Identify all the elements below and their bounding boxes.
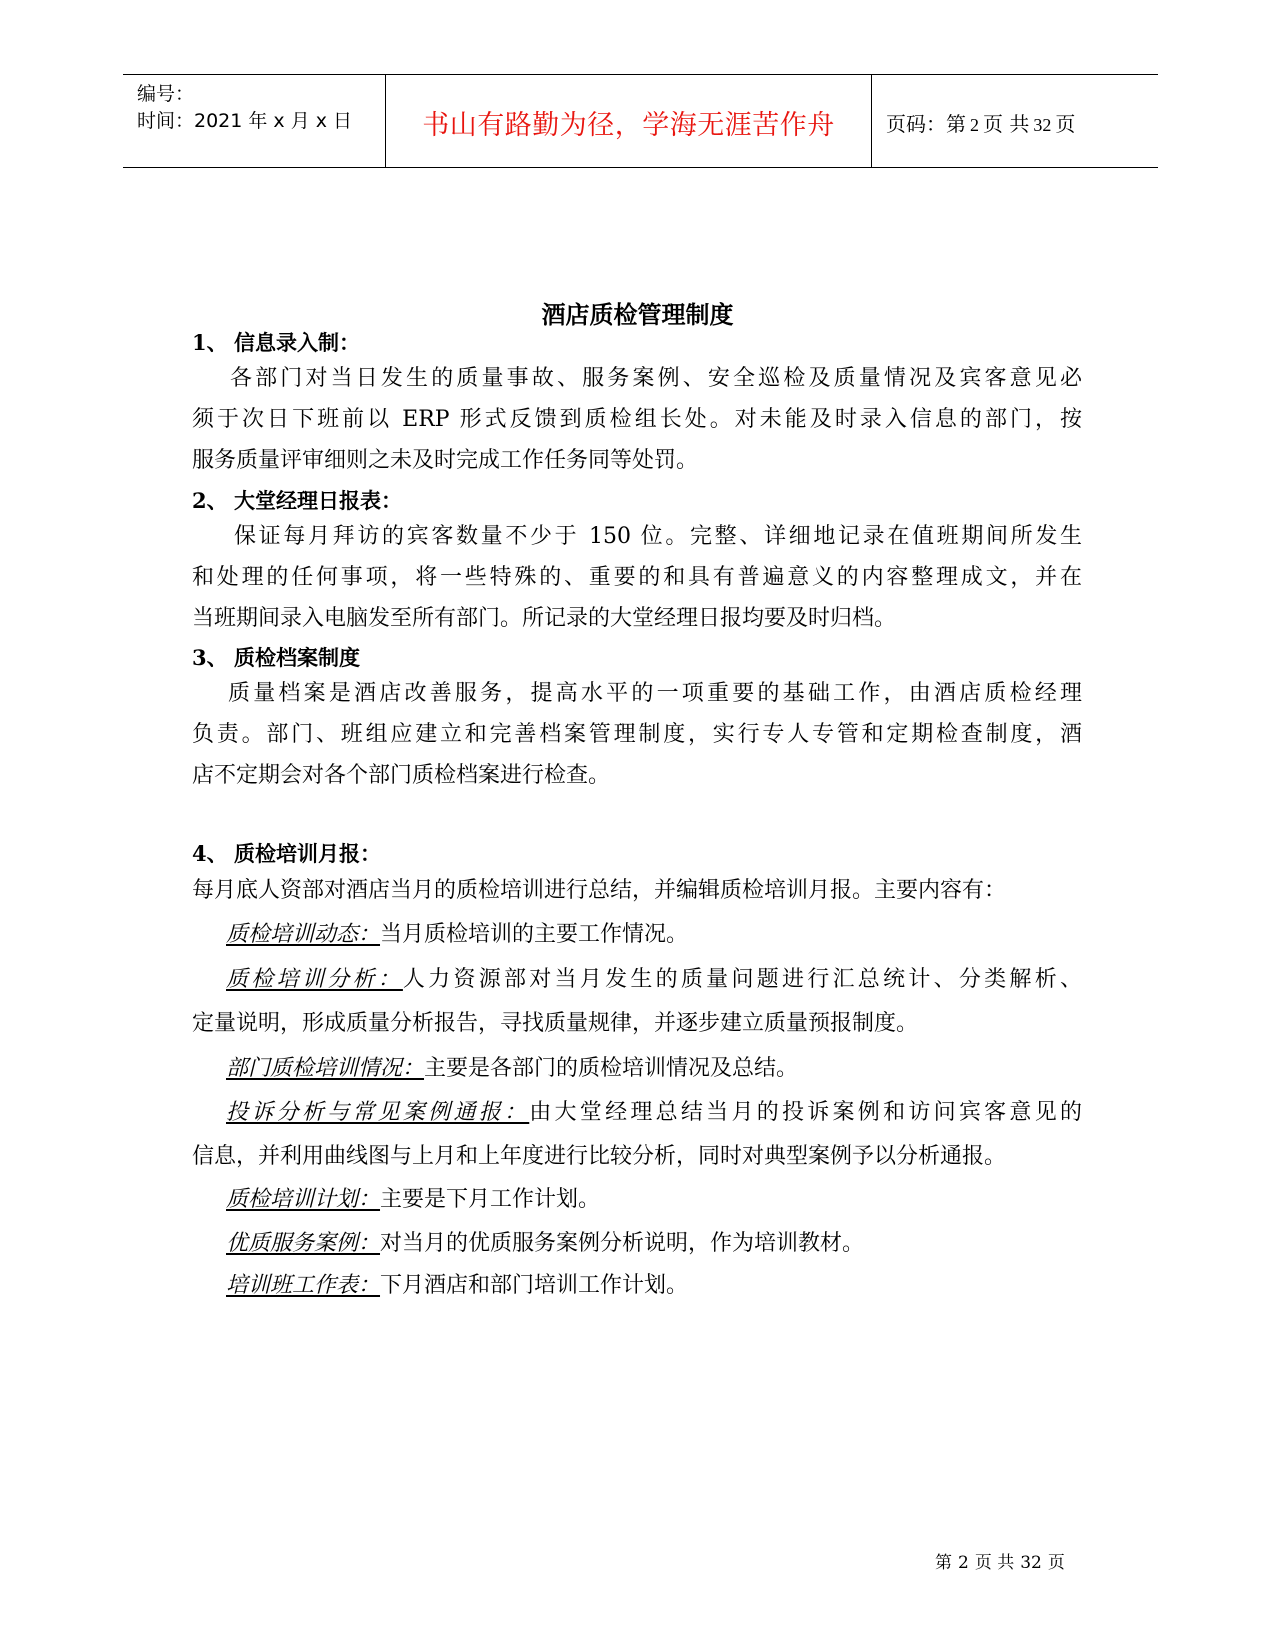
page-total: 32: [1033, 115, 1052, 135]
report-item: [226, 1051, 798, 1082]
paragraph-line: 负责。部门、班组应建立和完善档案管理制度，实行专人专管和定期检查制度，酒: [192, 722, 1082, 747]
footer-prefix: 第: [935, 1553, 952, 1573]
report-item-text: 下月酒店和部门培训工作计划。: [380, 1273, 689, 1298]
footer-suffix: 页: [1047, 1553, 1065, 1573]
paragraph-line: 和处理的任何事项，将一些特殊的、重要的和具有普遍意义的内容整理成文，并在: [192, 565, 1082, 590]
report-item-label: 质检培训计划：: [226, 1187, 381, 1212]
report-item: [226, 1226, 864, 1257]
serial-number-label: 编号：: [137, 83, 195, 105]
paragraph-line: 当班期间录入电脑发至所有部门。所记录的大堂经理日报均要及时归档。: [192, 606, 897, 631]
report-item: [226, 1182, 600, 1213]
section-heading-1: 1、 信息录入制：: [192, 330, 360, 355]
header-page-number: [886, 108, 1075, 137]
report-item-text: 对当月的优质服务案例分析说明，作为培训教材。: [380, 1231, 865, 1256]
paragraph-line: 质量档案是酒店改善服务，提高水平的一项重要的基础工作，由酒店质检经理: [228, 681, 1082, 706]
page-suffix: 页: [1055, 112, 1076, 136]
paragraph-line: 须于次日下班前以 ERP 形式反馈到质检组长处。对未能及时录入信息的部门，按: [192, 407, 1082, 432]
report-item: [212, 1268, 688, 1299]
report-item-continuation: 信息，并利用曲线图与上月和上年度进行比较分析，同时对典型案例予以分析通报。: [192, 1144, 1007, 1169]
header-page-cell: [872, 75, 1158, 167]
report-item-text: 由大堂经理总结当月的投诉案例和访问宾客意见的: [529, 1100, 1082, 1125]
section-2-body: [192, 516, 1082, 639]
report-item-text: 人力资源部对当月发生的质量问题进行汇总统计、分类解析、: [402, 967, 1082, 992]
report-item-continuation: 定量说明，形成质量分析报告，寻找质量规律，并逐步建立质量预报制度。: [192, 1011, 919, 1036]
page-mid: 页 共: [983, 112, 1030, 136]
header-meta-cell: [123, 75, 386, 167]
section-4-intro: 每月底人资部对酒店当月的质检培训进行总结，并编辑质检培训月报。主要内容有：: [192, 878, 1007, 903]
paragraph-line: 服务质量评审细则之未及时完成工作任务同等处罚。: [192, 448, 699, 473]
section-heading-2: 2、 大堂经理日报表：: [192, 488, 402, 513]
date-label: 时间：2021 年 x 月 x 日: [137, 110, 353, 132]
report-item: [226, 917, 688, 948]
section-heading-4: 4、 质检培训月报：: [192, 841, 381, 866]
report-item-label: 优质服务案例：: [226, 1231, 381, 1256]
section-1-body: [192, 358, 1082, 481]
page-prefix: 页码：第: [886, 112, 966, 136]
page-current: 2: [970, 115, 979, 135]
report-item-label: 部门质检培训情况：: [226, 1056, 425, 1081]
document-title: 酒店质检管理制度: [541, 300, 734, 329]
report-item: [226, 962, 1082, 993]
section-heading-3: 3、 质检档案制度: [192, 645, 360, 670]
footer-page-current: 2: [958, 1553, 969, 1573]
footer-page-total: 32: [1020, 1553, 1042, 1573]
report-item-label: 质检培训分析：: [226, 967, 403, 992]
report-item-label: 培训班工作表：: [226, 1273, 381, 1298]
header-motto: 书山有路勤为径，学海无涯苦作舟: [422, 110, 835, 141]
report-item-label: 质检培训动态：: [226, 922, 381, 947]
page-header: [123, 74, 1158, 168]
paragraph-line: 各部门对当日发生的质量事故、服务案例、安全巡检及质量情况及宾客意见必: [230, 366, 1082, 391]
report-item: [226, 1095, 1082, 1126]
header-motto-cell: [386, 75, 872, 167]
footer-mid: 页 共: [974, 1553, 1015, 1573]
paragraph-line: 保证每月拜访的宾客数量不少于 150 位。完整、详细地记录在值班期间所发生: [234, 524, 1082, 549]
report-item-text: 主要是各部门的质检培训情况及总结。: [424, 1056, 799, 1081]
report-item-text: 当月质检培训的主要工作情况。: [380, 922, 689, 947]
report-item-label: 投诉分析与常见案例通报：: [226, 1100, 530, 1125]
report-item-text: 主要是下月工作计划。: [380, 1187, 601, 1212]
section-3-body: [192, 673, 1082, 796]
page-footer: [935, 1548, 1065, 1573]
paragraph-line: 店不定期会对各个部门质检档案进行检查。: [192, 763, 611, 788]
